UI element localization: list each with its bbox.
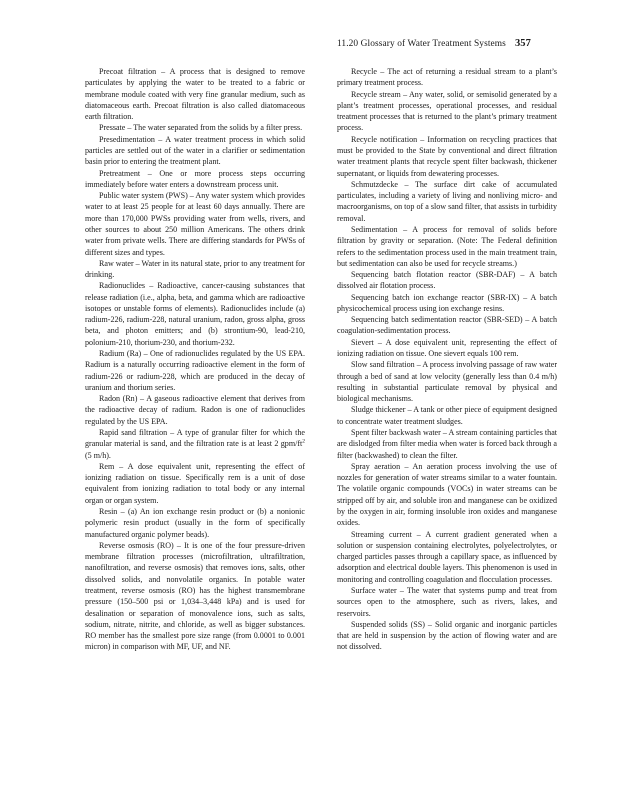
glossary-entry-recycle-notification: Recycle notification – Information on recycling practices that must be provided to the State by conventional and direct filtration water treatment plants that recycle spent filter backwash, thickener supernatant, or liquids from dewatering processes.: [337, 134, 557, 178]
glossary-entry-pretreatment: Pretreatment – One or more process steps occurring immediately before water enters a downstream process unit.: [85, 168, 305, 189]
left-column: [85, 66, 305, 653]
glossary-entry-radionuclides: Radionuclides – Radioactive, cancer-causing substances that release radiation (i.e., alpha, beta, and gamma which are radioactive isotopes or unstable forms of elements). Radionuclides include (a) radium-226, radium-228, natural uranium, radon, gross alpha, gross beta, and photon emitters; and (b) strontium-90, lead-210, polonium-210, thorium-230, and thorium-232.: [85, 281, 305, 347]
rapid-sand-tail: (5 m/h).: [85, 450, 111, 460]
glossary-entry-public-water-system: Public water system (PWS) – Any water system which provides water to at least 25 people for at least 60 days annually. There are more than 170,000 PWSs providing water from wells, rivers, and other sources to about 250 million Americans. The others drink water from private wells. There are differing standards for PWSs of different sizes and types.: [85, 191, 305, 257]
glossary-entry-rapid-sand-filtration: [85, 427, 305, 461]
glossary-entry-sievert: Sievert – A dose equivalent unit, representing the effect of ionizing radiation on tissue. One sievert equals 100 rem.: [337, 337, 557, 359]
glossary-entry-rem: Rem – A dose equivalent unit, representing the effect of ionizing radiation on tissue. Specifically rem is a unit of dose equivalent from ionizing radiation to total body or any internal organ or organ system.: [85, 461, 305, 505]
glossary-entry-presedimentation: Presedimentation – A water treatment process in which solid particles are settled out of the water in a clarifier or sedimentation basin prior to entering the treatment plant.: [85, 134, 305, 167]
glossary-entry-sedimentation: Sedimentation – A process for removal of solids before filtration by gravity or separation. (Note: The Federal definition refers to the sedimentation process used in the main treatment train, but sedimentation can also be used for recycle streams.): [337, 224, 557, 268]
running-header: [337, 38, 531, 49]
glossary-entry-spray-aeration: Spray aeration – An aeration process involving the use of nozzles for generation of water streams similar to a water fountain. The volatile organic compounds (VOCs) in water streams can be stripped off by air, and soluble iron and manganese can be oxidized by the oxygen in air, forming insoluble iron oxides and manganese oxides.: [337, 461, 557, 528]
page-number: 357: [514, 38, 531, 49]
glossary-entry-recycle-stream: Recycle stream – Any water, solid, or semisolid generated by a plant’s treatment processes, operational processes, and residual treatment processes that is returned to the plant’s primary treatment process.: [337, 89, 557, 133]
glossary-entry-schmutzdecke: Schmutzdecke – The surface dirt cake of accumulated particulates, including a variety of living and nonliving micro- and macroorganisms, on top of a slow sand filter, that assists in turbidity removal.: [337, 179, 557, 223]
glossary-entry-raw-water: Raw water – Water in its natural state, prior to any treatment for drinking.: [85, 258, 305, 280]
glossary-entry-recycle: Recycle – The act of returning a residual stream to a plant’s primary treatment process.: [337, 67, 557, 88]
glossary-entry-sbr-ix: Sequencing batch ion exchange reactor (SBR-IX) – A batch physicochemical process using ion exchange resins.: [337, 292, 557, 313]
glossary-entry-resin: Resin – (a) An ion exchange resin product or (b) a nonionic polymeric resin product (usually in the form of specifically manufactured organic polymer beads).: [85, 506, 305, 539]
glossary-entry-radium: Radium (Ra) – One of radionuclides regulated by the US EPA. Radium is a naturally occurring radioactive element in the form of radium-226 or radium-228, which are produced in the decay of uranium and thorium series.: [85, 349, 305, 392]
superscript-two: 2: [302, 438, 305, 445]
glossary-entry-reverse-osmosis: Reverse osmosis (RO) – It is one of the four pressure-driven membrane filtration processes (microfiltration, ultrafiltration, nanofiltration, and reverse osmosis) that removes ions, salts, other dissolved solids, and nonvolatile organics. In potable water treatment, reverse osmosis (RO) has the highest transmembrane pressure (150–500 psi or 1,034–3,448 kPa) and is used for desalination or separation of monovalence ions, such as salts, sodium, nitrate, nitrite, and chloride, as well as bigger substances. RO member has the smallest pore size range (from 0.0001 to 0.001 micron) in comparison with MF, UF, and NF.: [85, 540, 305, 652]
glossary-entry-radon: Radon (Rn) – A gaseous radioactive element that derives from the radioactive decay of radium. Radon is one of radionuclides regulated by the US EPA.: [85, 394, 305, 426]
glossary-entry-surface-water: Surface water – The water that systems pump and treat from sources open to the atmosphere, such as rivers, lakes, and reservoirs.: [337, 585, 557, 618]
glossary-entry-streaming-current: Streaming current – A current gradient generated when a solution or suspension containing electrolytes, polyelectrolytes, or charged particles passes through a capillary space, as influenced by adsorption and electrical double layers. This phenomenon is used in monitoring and controlling coagulation and flocculation processes.: [337, 529, 557, 584]
glossary-entry-sludge-thickener: Sludge thickener – A tank or other piece of equipment designed to concentrate water treatment sludges.: [337, 405, 557, 426]
glossary-entry-precoat-filtration: Precoat filtration – A process that is designed to remove particulates by applying the water to be treated to a fabric or membrane module coated with very fine granular medium, such as diatomaceous earth. Precoat filtration is also called diatomaceous earth filtration.: [85, 67, 305, 122]
glossary-entry-spent-filter-backwash: Spent filter backwash water – A stream containing particles that are dislodged from filter media when water is forced back through a filter (backwashed) to clean the filter.: [337, 428, 557, 460]
right-column: [337, 66, 557, 653]
glossary-entry-sbr-sed: Sequencing batch sedimentation reactor (SBR-SED) – A batch coagulation-sedimentation process.: [337, 315, 557, 336]
glossary-entry-sbr-daf: Sequencing batch flotation reactor (SBR-DAF) – A batch dissolved air flotation process.: [337, 270, 557, 291]
glossary-entry-pressate: Pressate – The water separated from the solids by a filter press.: [99, 123, 303, 133]
glossary-entry-suspended-solids: Suspended solids (SS) – Solid organic and inorganic particles that are held in suspension by the action of flowing water and are not dissolved.: [337, 619, 557, 652]
glossary-entry-slow-sand-filtration: Slow sand filtration – A process involving passage of raw water through a bed of sand at low velocity (generally less than 0.4 m/h) resulting in substantial particulate removal by physical and biological mechanisms.: [337, 360, 557, 404]
section-title: 11.20 Glossary of Water Treatment Systems: [336, 39, 506, 49]
rapid-sand-text: Rapid sand filtration – A type of granular filter for which the granular material is sand, and the filtration rate is at least 2 gpm/ft: [85, 428, 305, 449]
